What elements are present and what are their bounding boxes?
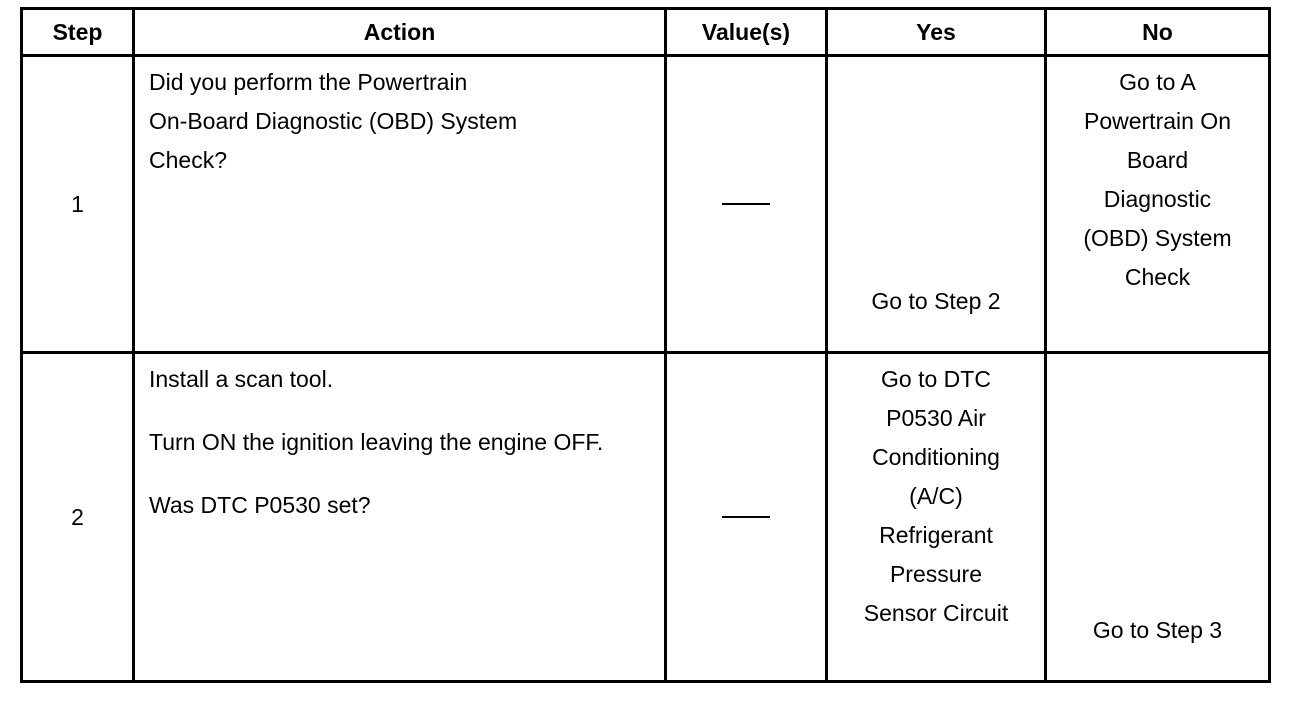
action-line: On-Board Diagnostic (OBD) System: [149, 108, 518, 134]
action-paragraph: Turn ON the ignition leaving the engine OFF.: [149, 429, 604, 455]
yes-line: P0530 Air: [886, 405, 986, 431]
action-text: [134, 353, 666, 682]
no-result: Go to Step 3: [1046, 353, 1270, 682]
yes-line: Refrigerant: [879, 522, 993, 548]
header-yes: Yes: [827, 9, 1046, 56]
no-result: [1046, 56, 1270, 353]
table-row: [22, 353, 1270, 682]
header-values: Value(s): [666, 9, 827, 56]
action-paragraph: Install a scan tool.: [149, 366, 334, 392]
no-line: Powertrain On: [1083, 108, 1231, 134]
yes-line: Sensor Circuit: [863, 600, 1009, 626]
yes-result: [827, 353, 1046, 682]
yes-line: Go to DTC: [881, 366, 991, 392]
no-line: (OBD) System: [1083, 225, 1232, 251]
no-line: Check: [1124, 264, 1191, 290]
header-action: Action: [134, 9, 666, 56]
step-number: 2: [22, 353, 134, 682]
value-cell: [666, 353, 827, 682]
diagnostic-table: [20, 7, 1271, 683]
action-line: Check?: [149, 147, 227, 173]
value-dash: [722, 516, 770, 518]
no-line: Go to A: [1119, 69, 1196, 95]
header-no: No: [1046, 9, 1270, 56]
header-step: Step: [22, 9, 134, 56]
yes-line: Pressure: [889, 561, 983, 587]
yes-line: (A/C): [909, 483, 963, 509]
yes-line: Conditioning: [872, 444, 1000, 470]
value-cell: [666, 56, 827, 353]
action-line: Did you perform the Powertrain: [149, 69, 468, 95]
yes-result: Go to Step 2: [827, 56, 1046, 353]
action-paragraph: Was DTC P0530 set?: [149, 492, 371, 518]
value-dash: [722, 203, 770, 205]
no-line: Board: [1126, 147, 1189, 173]
table-row: [22, 56, 1270, 353]
action-text: [134, 56, 666, 353]
step-number: 1: [22, 56, 134, 353]
header-row: [22, 9, 1270, 56]
no-line: Diagnostic: [1103, 186, 1212, 212]
